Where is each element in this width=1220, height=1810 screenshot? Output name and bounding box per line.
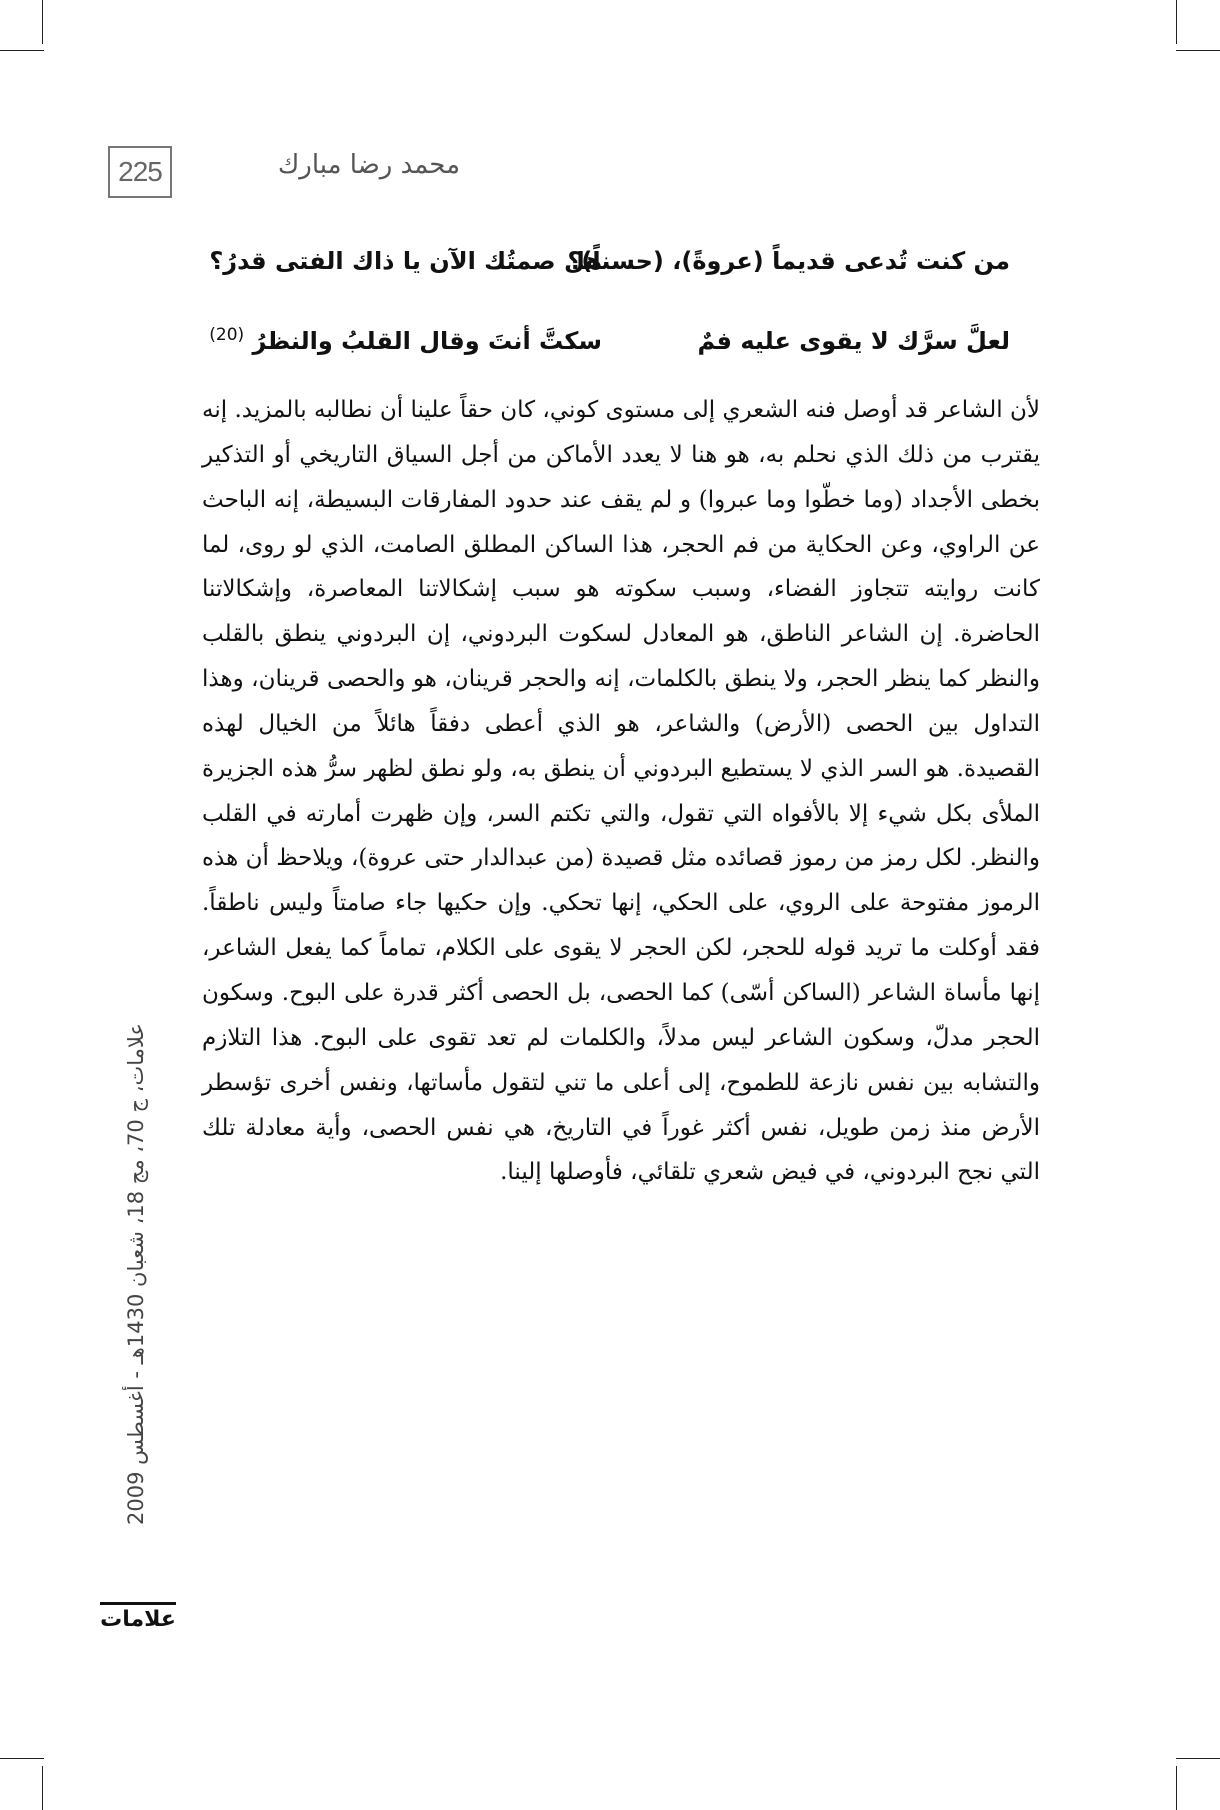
verse-first-hemistich: لعلَّ سرَّك لا يقوى عليه فمٌ: [697, 327, 1010, 355]
author-name: محمد رضا مبارك: [277, 150, 460, 180]
body-text: [202, 388, 1040, 1195]
journal-reference: علامات، ج 70، مج 18، شعبان 1430هـ - أغسطس 2009: [124, 1023, 148, 1525]
crop-mark: [1176, 1758, 1220, 1759]
crop-mark: [1176, 0, 1177, 44]
crop-mark: [42, 0, 43, 44]
crop-mark: [0, 1758, 44, 1759]
crop-mark: [0, 50, 44, 51]
poem-verse: [200, 312, 1010, 358]
running-header: [0, 140, 1220, 206]
body-paragraph: لأن الشاعر قد أوصل فنه الشعري إلى مستوى كوني، كان حقاً علينا أن نطالبه بالمزيد. إنه يقترب من ذلك الذي نحلم به، هو هنا لا يعدد الأماكن من أجل السياق التاريخي أو التذكير بخطى الأجداد (وما خطّوا وما عبروا) و لم يقف عند حدود المفارقات البسيطة، إنه الباحث عن الراوي، وعن الحكاية من فم الحجر، هذا الساكن المطلق الصامت، الذي لو روى، لما كانت روايته تتجاوز الفضاء، وسبب سكوته هو سبب إشكالاتنا المعاصرة، وإشكالاتنا الحاضرة. إن الشاعر الناطق، هو المعادل لسكوت البردوني، إن البردوني ينطق بالقلب والنظر كما ينظر الحجر، ولا ينطق بالكلمات، إنه والحجر قرينان، هو والحصى قرينان، وهذا التداول بين الحصى (الأرض) والشاعر، هو الذي أعطى دفقاً هائلاً من الخيال لهذه القصيدة. هو السر الذي لا يستطيع البردوني أن ينطق به، ولو نطق لظهر سرُّ هذه الجزيرة الملأى بكل شيء إلا بالأفواه التي تقول، والتي تكتم السر، وإن ظهرت أمارته في القلب والنظر. لكل رمز من رموز قصائده مثل قصيدة (من عبدالدار حتى عروة)، ويلاحظ أن هذه الرموز مفتوحة على الروي، على الحكي، إنها تحكي. وإن حكيها جاء صامتاً وليس ناطقاً. فقد أوكلت ما تريد قوله للحجر، لكن الحجر لا يقوى على الكلام، تماماً كما يفعل الشاعر، إنها مأساة الشاعر (الساكن أسّى) كما الحصى، بل الحصى أكثر قدرة على البوح. وسكون الحجر مدلّ، وسكون الشاعر ليس مدلاً، والكلمات لم تعد تقوى على البوح. هذا التلازم والتشابه بين نفس نازعة للطموح، إلى أعلى ما تني لتقول مأساتها، ونفس أخرى تؤسطر الأرض منذ زمن طويل، نفس أكثر غوراً في التاريخ، هي نفس الحصى، وأية معادلة تلك التي نجح البردوني، في فيض شعري تلقائي، فأوصلها إلينا.: [202, 397, 1040, 1186]
crop-mark: [1176, 1766, 1177, 1810]
crop-mark: [1176, 50, 1220, 51]
verse-second-hemistich: هل صمتُك الآن يا ذاك الفتى قدرُ؟: [209, 247, 602, 275]
journal-logo: علامات: [100, 1602, 176, 1642]
verse-second-hemistich-text: سكتَّ أنتَ وقال القلبُ والنظرُ: [252, 327, 602, 355]
poem-verse: [200, 238, 1010, 284]
page-number: 225: [108, 146, 172, 198]
verse-second-hemistich: [210, 312, 602, 364]
footnote-marker: (20): [209, 325, 245, 345]
journal-sidebar: [112, 938, 160, 1610]
verse-first-hemistich: من كنت تُدعى قديماً (عروةً)، (حسناً)؟: [567, 247, 1010, 275]
crop-mark: [42, 1766, 43, 1810]
